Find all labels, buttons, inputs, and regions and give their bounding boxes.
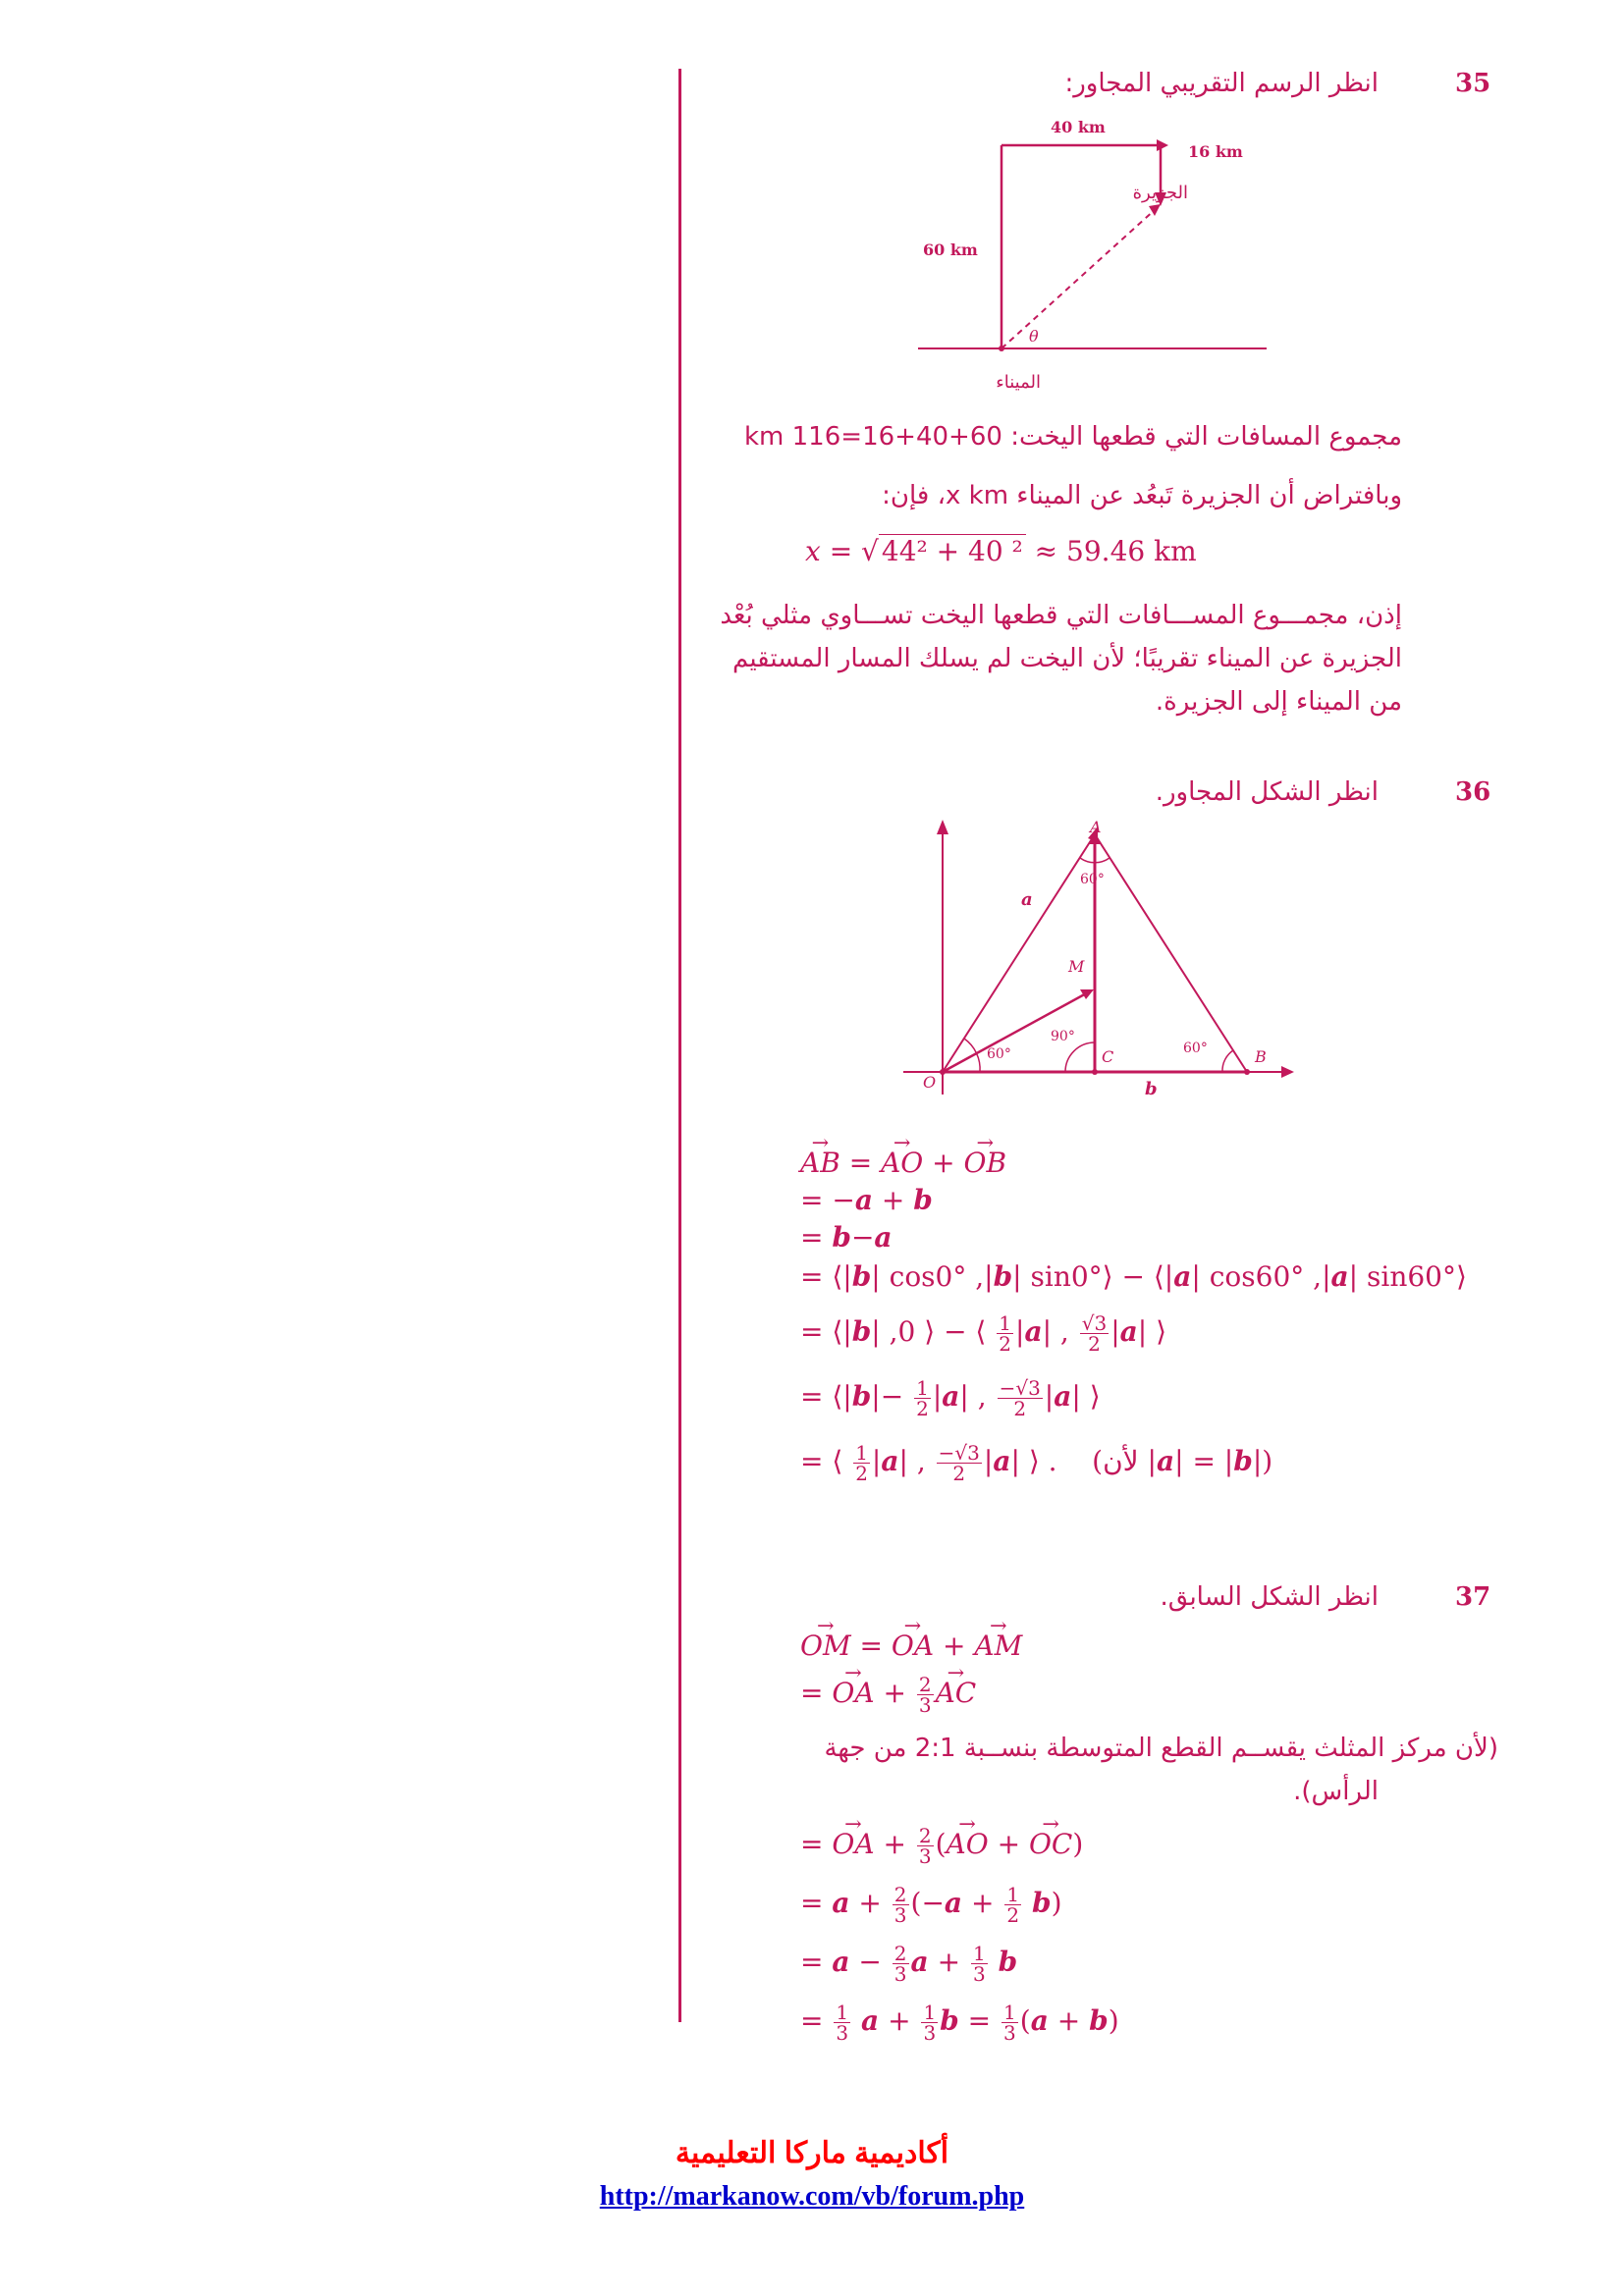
problem-36-line-6: = ⟨|b|− $\frac{1}{2}$ |a| , $\frac{-√3}{2}$ |a| ⟩: [800, 1376, 1101, 1420]
problem-36-line-1: → AB = → AO + → OB: [800, 1147, 1006, 1179]
fig35-top-label: 40 km: [1051, 118, 1106, 136]
footer-forum-link[interactable]: http://markanow.com/vb/forum.php: [599, 2181, 1025, 2212]
fig36-angle-top: 60°: [1080, 872, 1105, 887]
problem-37-line-6: = a + $\frac{2}{3}$ (−a + $\frac{1}{2}$ b): [800, 1883, 1062, 1927]
fig36-label-b: b: [1145, 1079, 1158, 1099]
problem-35-line-3: x = √ 44² + 40 ² ≈ 59.46 km: [805, 535, 1197, 567]
fig36-label-M: M: [1068, 957, 1085, 976]
fig36-label-A: A: [1090, 818, 1102, 836]
fig35-port-label: الميناء: [996, 372, 1041, 393]
fig36-label-C: C: [1102, 1047, 1114, 1066]
fig35-island-label: الجزيرة: [1132, 183, 1188, 203]
problem-36-number: 36: [1455, 777, 1491, 807]
problem-35-line-1: مجموع المسافات التي قطعها اليخت: 60+40+16=116 km: [743, 422, 1402, 452]
problem-37-line-7: = a − $\frac{2}{3}$ a + $\frac{1}{3}$ b: [800, 1942, 1018, 1986]
problem-35-line-4: إذن، مجمـــوع المســـافات التي قطعها اليخت تســـاوي مثلي بُعْد: [720, 601, 1402, 630]
problem-35-line-6: من الميناء إلى الجزيرة.: [1155, 687, 1402, 717]
problem-36-line-4: = ⟨|b| cos0° ,|b| sin0°⟩ − ⟨|a| cos60° ,|a| sin60°⟩: [800, 1260, 1467, 1293]
margin-rule: [678, 69, 681, 2022]
fig35-left-label: 60 km: [923, 240, 978, 259]
fig36-label-a: a: [1021, 889, 1033, 910]
problem-37-number: 37: [1455, 1582, 1491, 1612]
problem-35-line-2: وبافتراض أن الجزيرة تَبعُد عن الميناء x km، فإن:: [882, 481, 1402, 510]
fig36-label-O: O: [923, 1073, 937, 1092]
problem-35-number: 35: [1455, 69, 1491, 98]
problem-35-instruction: انظر الرسم التقريبي المجاور:: [1064, 69, 1379, 98]
problem-36-instruction: انظر الشكل المجاور.: [1155, 777, 1379, 807]
problem-35-figure: [903, 108, 1276, 402]
problem-36-line-3: = b−a: [800, 1221, 893, 1254]
problem-35-line-5: الجزيرة عن الميناء تقريبًا؛ لأن اليخت لم يسلك المسار المستقيم: [732, 644, 1402, 673]
problem-36-line-2: = −a + b: [800, 1184, 933, 1216]
fig36-angle-O: 60°: [987, 1046, 1011, 1062]
fig36-angle-B: 60°: [1183, 1041, 1208, 1056]
problem-37-line-1: → OM = → OA + → AM: [800, 1629, 1022, 1662]
fig35-right-label: 16 km: [1188, 142, 1243, 161]
problem-36-figure: [884, 815, 1296, 1109]
problem-36-line-7: = ⟨ $\frac{1}{2}$ |a| , $\frac{-√3}{2}$ |a| ⟩ . (لأن |a| = |b|): [800, 1441, 1273, 1485]
fig35-angle-label: θ: [1029, 327, 1039, 346]
problem-37-line-3: (لأن مركز المثلث يقســم القطع المتوسطة بنســبة 2:1 من جهة: [824, 1734, 1498, 1763]
problem-37-line-5: = → OA + $\frac{2}{3}$ (→ AO + → OC): [800, 1826, 1083, 1866]
problem-37-line-2: = → OA + $\frac{2}{3}$ → AC: [800, 1675, 976, 1715]
footer-academy-name: أكاديمية ماركا التعليمية: [675, 2137, 949, 2169]
problem-36-line-5: = ⟨|b| ,0 ⟩ − ⟨ $\frac{1}{2}$ |a| , $\frac{√3}{2}$ |a| ⟩: [800, 1311, 1167, 1356]
problem-37-line-8: = $\frac{1}{3}$ a + $\frac{1}{3}$ b = $\frac{1}{3}$ (a + b): [800, 2001, 1119, 2045]
fig36-angle-C: 90°: [1051, 1029, 1075, 1044]
fig36-label-B: B: [1255, 1047, 1267, 1066]
problem-37-instruction: انظر الشكل السابق.: [1160, 1582, 1379, 1612]
problem-37-line-4: الرأس).: [1293, 1777, 1379, 1806]
